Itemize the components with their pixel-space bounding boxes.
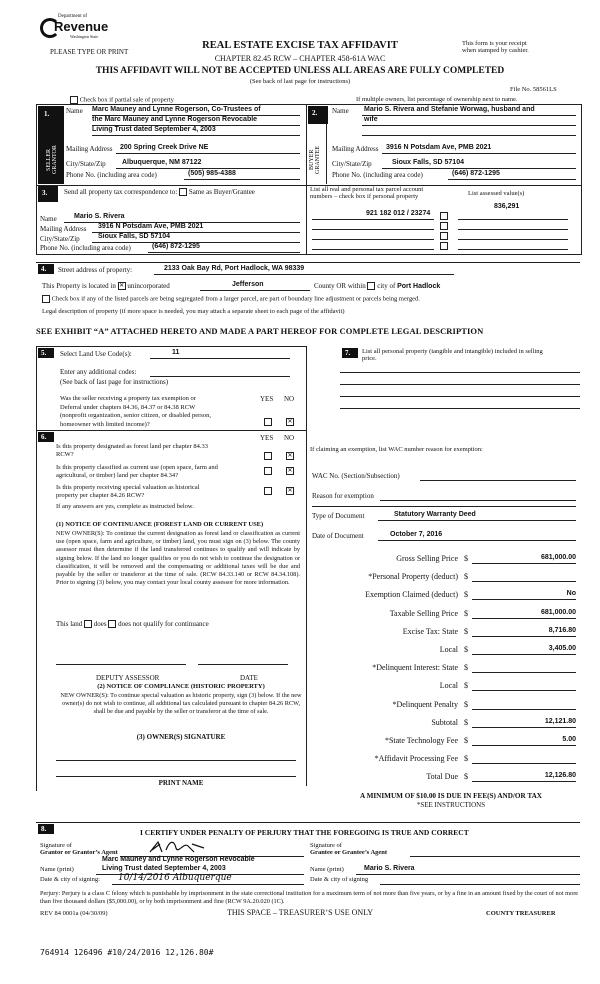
corr-city-state-zip[interactable]: Sioux Falls, SD 57104 <box>98 233 170 240</box>
exempt-q-line1: Was the seller receiving a property tax exemption or <box>60 395 196 402</box>
amount-label: *Delinquent Interest: State <box>372 663 458 673</box>
amount-underline <box>472 763 576 764</box>
grantee-print-name[interactable]: Mario S. Rivera <box>364 865 415 872</box>
property-location-row <box>42 282 170 290</box>
form-chapter: CHAPTER 82.45 RCW – CHAPTER 458-61A WAC <box>214 54 386 63</box>
buyer-name-line2[interactable]: wife <box>364 116 378 123</box>
forest-q-line1: Is this property designated as forest land per chapter 84.33 <box>56 443 208 450</box>
seller-phone-label: Phone No. (including area code) <box>66 171 157 179</box>
county-treasurer-label: COUNTY TREASURER <box>486 910 556 917</box>
city-of-label: city of <box>377 282 396 290</box>
notice-compliance-title: (2) NOTICE OF COMPLIANCE (HISTORIC PROPERTY) <box>97 683 265 690</box>
corr-label: Send all property tax correspondence to: <box>64 188 178 196</box>
buyer-name-label: Name <box>332 107 349 115</box>
historic-yes-checkbox[interactable] <box>264 487 272 495</box>
amount-underline <box>472 618 576 619</box>
city-checkbox[interactable] <box>367 282 375 290</box>
buyer-csz-label: City/State/Zip <box>332 160 372 168</box>
deputy-assessor-label: DEPUTY ASSESSOR <box>96 674 160 682</box>
sec6-number: 6. <box>41 433 47 441</box>
forest-q-line2: RCW? <box>56 451 74 458</box>
document-date[interactable]: October 7, 2016 <box>390 531 443 538</box>
current-use-yes-checkbox[interactable] <box>264 467 272 475</box>
partial-sale-checkbox[interactable] <box>70 96 78 104</box>
see-back-instructions: (See back of last page for instructions) <box>249 78 351 85</box>
currency-symbol: $ <box>464 754 468 764</box>
property-city[interactable]: Port Hadlock <box>397 283 441 290</box>
accounts-label-line1: List all real and personal tax parcel account <box>310 186 424 193</box>
historic-no-checkbox[interactable]: ✕ <box>287 488 293 494</box>
accounts-label <box>310 186 423 200</box>
receipt-note-line1: This form is your receipt <box>462 40 527 47</box>
same-as-buyer-label: Same as Buyer/Grantee <box>188 188 255 196</box>
grantee-signature-label <box>310 842 387 856</box>
grantee-sig-label-line2: Grantee or Grantee’s Agent <box>310 849 388 856</box>
grantor-name-print-label: Name (print) <box>40 866 74 873</box>
file-number: File No. 58561LS <box>510 86 557 93</box>
forest-no-checkbox[interactable]: ✕ <box>287 453 293 459</box>
exempt-q-line2: Deferral under chapters 84.36, 84.37 or 84.38 RCW <box>60 403 196 411</box>
currency-symbol: $ <box>464 699 468 709</box>
currency-symbol: $ <box>464 663 468 673</box>
amount-value[interactable]: 12,121.80 <box>544 717 576 725</box>
current-use-q-line2: agricultural, or timber) land per chapter 84.34? <box>56 472 179 479</box>
historic-q-line1: Is this property receiving special valuation as historical <box>56 484 200 491</box>
seller-name-label: Name <box>66 107 83 115</box>
partial-sale-label: Check box if partial sale of property <box>79 96 174 104</box>
wac-claim-label: If claiming an exemption, list WAC number reason for exemption: <box>310 446 483 453</box>
personal-property-checkbox-1[interactable] <box>440 212 448 220</box>
buyer-num-block <box>308 106 328 124</box>
see-instructions-note: *SEE INSTRUCTIONS <box>416 801 486 809</box>
amount-underline <box>472 781 576 782</box>
corr-num-block <box>38 186 58 202</box>
amount-value[interactable]: 8,716.80 <box>548 626 576 634</box>
print-name-label: PRINT NAME <box>158 779 204 787</box>
historic-question <box>56 484 200 500</box>
forest-land-question <box>56 443 208 459</box>
currency-symbol: $ <box>464 645 468 654</box>
grantee-name-print-label: Name (print) <box>310 866 344 873</box>
grantor-print-name-line2[interactable]: Living Trust dated September 4, 2003 <box>102 865 226 872</box>
sec5-no-header: NO <box>284 395 295 403</box>
amount-label: *Personal Property (deduct) <box>368 572 458 582</box>
forest-yes-checkbox[interactable] <box>264 452 272 460</box>
unincorporated-label: unincorporated <box>127 282 170 290</box>
amount-underline <box>472 563 576 564</box>
seller-name-line3[interactable]: Living Trust dated September 4, 2003 <box>92 126 216 133</box>
located-in-label: This Property is located in <box>42 282 116 290</box>
receipt-note-line2: when stamped by cashier. <box>462 47 529 54</box>
amount-underline <box>472 690 576 691</box>
wac-number-label: WAC No. (Section/Subsection) <box>312 472 400 480</box>
amount-label: Taxable Selling Price <box>389 608 458 618</box>
amount-value[interactable]: 5.00 <box>562 736 576 743</box>
amount-label: Excise Tax: State <box>402 626 458 636</box>
street-address-label: Street address of property: <box>58 266 133 274</box>
amount-underline <box>472 745 576 746</box>
corr-name-label: Name <box>40 215 57 223</box>
corr-section-number: 3. <box>42 189 48 197</box>
buyer-name-line1[interactable]: Mario S. Rivera and Stefanie Worwag, husband and <box>364 106 535 113</box>
segregated-row <box>42 295 420 303</box>
segregated-checkbox[interactable] <box>42 295 50 303</box>
minimum-due-notice: A MINIMUM OF $10.00 IS DUE IN FEE(S) AND/OR TAX <box>360 792 542 800</box>
grantor-date-city-label: Date & city of signing: <box>40 876 100 883</box>
amount-label: Gross Selling Price <box>396 554 458 563</box>
amount-label: *Affidavit Processing Fee <box>374 754 458 764</box>
seller-side-label: SELLER GRANTOR <box>46 140 58 180</box>
personal-property-checkbox-4[interactable] <box>440 242 448 250</box>
sec5-yes-header: YES <box>260 395 274 403</box>
amount-label: Exemption Claimed (deduct) <box>365 590 458 600</box>
personal-property-label <box>362 348 543 362</box>
buyer-phone[interactable]: (646) 872-1295 <box>452 170 500 177</box>
personal-property-checkbox-3[interactable] <box>440 232 448 240</box>
amount-label: Subtotal <box>431 717 458 727</box>
amount-label: Local <box>439 645 458 654</box>
amount-underline <box>472 672 576 673</box>
land-use-label: Select Land Use Code(s): <box>60 350 132 358</box>
seller-section-number: 1. <box>44 110 50 118</box>
land-use-code[interactable]: 11 <box>172 349 180 356</box>
exemption-question <box>60 395 211 429</box>
partial-sale-row <box>70 96 174 104</box>
treasurer-space-label: THIS SPACE – TREASURER’S USE ONLY <box>226 908 374 917</box>
amount-label: *State Technology Fee <box>384 736 458 745</box>
sec6-yes-header: YES <box>260 434 274 442</box>
exemption-reason-label: Reason for exemption <box>312 492 374 500</box>
amount-label: Local <box>439 681 458 691</box>
corr-phone-label: Phone No. (including area code) <box>40 244 131 252</box>
logo-state-text: Washington State <box>70 34 99 39</box>
accounts-label-line2: numbers – check box if personal property <box>310 193 419 200</box>
city-row <box>314 282 440 290</box>
form-warning: THIS AFFIDAVIT WILL NOT BE ACCEPTED UNLESS ALL AREAS ARE FULLY COMPLETED <box>95 66 505 76</box>
currency-symbol: $ <box>464 554 468 563</box>
document-date-label: Date of Document <box>312 532 364 540</box>
property-section-number: 4. <box>41 265 47 273</box>
buyer-city-state-zip[interactable]: Sioux Falls, SD 57104 <box>392 159 464 166</box>
treasurer-stamp: 764914 126496 #10/24/2016 12,126.80# <box>40 948 214 957</box>
current-use-no-checkbox[interactable]: ✕ <box>287 468 293 474</box>
grantee-sig-label-line1: Signature of <box>310 842 342 849</box>
currency-symbol: $ <box>464 681 468 691</box>
grantee-date-city-label: Date & city of signing <box>310 876 369 883</box>
amount-value[interactable]: 3,405.00 <box>548 645 576 652</box>
current-use-q-line1: Is this property classified as current use (open space, farm and <box>56 464 218 471</box>
county-or-label: County OR within <box>314 282 366 290</box>
multiple-owners-note: If multiple owners, list percentage of ownership next to name. <box>356 96 518 103</box>
sec7-number: 7. <box>345 349 351 357</box>
amount-underline <box>472 727 576 728</box>
amount-underline <box>472 581 576 582</box>
does-not-label: does not qualify for continuance <box>118 620 209 628</box>
seller-csz-label: City/State/Zip <box>66 160 106 168</box>
currency-symbol: $ <box>464 572 468 582</box>
assessed-label: List assessed value(s) <box>468 190 525 197</box>
notice-continuance-text: NEW OWNER(S): To continue the current designation as forest land or classification as current use (open space, farm and agriculture, or timber) land, you must sign on (3) below. The county assessor must then determine if the land transferred continues to qualify and will indicate by signing below. If the land no longer qualifies or you do not wish to continue the designation or classification, it will be removed and the compensating or additional taxes will be due and payable by the seller or transferor at the time of sale. (RCW 84.33.140 or RCW 84.34.108). Prior to signing (3) below, you may contact your local county assessor for more information. <box>56 530 300 587</box>
does-label: does <box>93 620 107 628</box>
property-street-address[interactable]: 2133 Oak Bay Rd, Port Hadlock, WA 98339 <box>164 265 305 272</box>
buyer-phone-label: Phone No. (including area code) <box>332 171 423 179</box>
grantor-date-city[interactable]: 10/14/2016 Albuquerque <box>118 873 232 883</box>
document-type[interactable]: Statutory Warranty Deed <box>394 511 476 518</box>
amount-underline <box>472 654 576 655</box>
amount-label: Total Due <box>426 772 458 782</box>
sec6-no-header: NO <box>284 434 295 442</box>
does-qualify-checkbox[interactable] <box>84 620 92 628</box>
amount-label: *Delinquent Penalty <box>392 699 458 709</box>
owner-signature-label: (3) OWNER(S) SIGNATURE <box>136 733 226 741</box>
amount-value[interactable]: No <box>566 590 576 598</box>
sec5-see-back: (See back of last page for instructions) <box>60 378 169 386</box>
additional-codes-label: Enter any additional codes: <box>60 368 137 376</box>
seller-name-line1[interactable]: Marc Mauney and Lynne Rogerson, Co-Trustees of <box>92 106 261 113</box>
seller-mailing-address[interactable]: 200 Spring Creek Drive NE <box>120 144 209 151</box>
currency-symbol: $ <box>464 608 468 618</box>
corr-phone[interactable]: (646) 872-1295 <box>152 243 200 250</box>
assessor-date-label: DATE <box>240 674 258 682</box>
segregated-label: Check box if any of the listed parcels are being segregated from a larger parcel, are part of boundary line adjustment or parcels being merged. <box>51 295 420 303</box>
assessed-value[interactable]: 836,291 <box>494 203 520 210</box>
amount-underline <box>472 636 576 637</box>
logo-dept-text: Department of <box>58 14 88 19</box>
does-not-qualify-checkbox[interactable] <box>108 620 116 628</box>
corr-mailing-label: Mailing Address <box>40 225 87 233</box>
certification-statement: I CERTIFY UNDER PENALTY OF PERJURY THAT THE FOREGOING IS TRUE AND CORRECT <box>140 828 469 837</box>
personal-property-checkbox-2[interactable] <box>440 222 448 230</box>
seller-name-line2[interactable]: the Marc Mauney and Lynne Rogerson Revocable <box>92 116 258 123</box>
form-revision: REV 84 0001a (04/30/09) <box>40 910 108 917</box>
grantor-sig-label-line1: Signature of <box>40 842 72 849</box>
buyer-mailing-address[interactable]: 3916 N Potsdam Ave, PMB 2021 <box>386 144 492 151</box>
amount-underline <box>472 709 576 710</box>
receipt-note <box>462 40 529 54</box>
perjury-statement: Perjury: Perjury is a class C felony which is punishable by imprisonment in the state correctional institution for a maximum term of not more than five years, or by a fine in an amount fixed by the court of not more than five thousand dollars ($5,000.00), or by both imprisonment and fine (RCW 9A.20.020 (1C). <box>40 890 579 905</box>
if-yes-instruction: If any answers are yes, complete as instructed below. <box>56 503 194 510</box>
document-type-label: Type of Document <box>312 512 365 520</box>
this-land-label: This land <box>56 620 83 628</box>
grantor-sig-label-line2: Grantor or Grantor’s Agent <box>40 849 118 856</box>
exempt-yes-checkbox[interactable] <box>264 418 272 426</box>
sec5-number: 5. <box>41 349 47 357</box>
exempt-q-line3: (nonprofit organization, senior citizen, or disabled person, <box>60 412 211 419</box>
notice-continuance-title: (1) NOTICE OF CONTINUANCE (FOREST LAND OR CURRENT USE) <box>56 521 264 528</box>
currency-symbol: $ <box>464 717 468 727</box>
qualify-row <box>56 620 209 628</box>
signature-scribble-icon <box>148 838 208 856</box>
type-or-print: PLEASE TYPE OR PRINT <box>50 48 129 56</box>
form-title: REAL ESTATE EXCISE TAX AFFIDAVIT <box>202 40 398 51</box>
buyer-section-number: 2. <box>312 109 318 117</box>
sec8-number: 8. <box>41 825 47 833</box>
unincorporated-checkbox[interactable]: ✕ <box>119 283 125 290</box>
corr-csz-label: City/State/Zip <box>40 235 80 243</box>
currency-symbol: $ <box>464 626 468 636</box>
corr-name[interactable]: Mario S. Rivera <box>74 213 125 220</box>
amount-underline <box>472 599 576 600</box>
amount-value[interactable]: 681,000.00 <box>540 608 576 616</box>
exhibit-a-notice: SEE EXHIBIT “A” ATTACHED HERETO AND MADE A PART HEREOF FOR COMPLETE LEGAL DESCRIPTION <box>36 326 484 336</box>
seller-mailing-label: Mailing Address <box>66 145 113 153</box>
exempt-q-line4: homeowner with limited income)? <box>60 420 150 428</box>
exempt-no-checkbox[interactable]: ✕ <box>287 419 293 425</box>
property-county[interactable]: Jefferson <box>232 281 264 288</box>
legal-description-label: Legal description of property (if more space is needed, you may attach a separate sheet to each page of the affidavit) <box>42 308 345 315</box>
parcel-number[interactable]: 921 182 012 / 23274 <box>366 210 431 217</box>
amount-value[interactable]: 12,126.80 <box>544 772 576 780</box>
currency-symbol: $ <box>464 772 468 782</box>
buyer-side-label: BUYER GRANTEE <box>309 146 321 174</box>
personal-property-label-line1: List all personal property (tangible and intangible) included in selling <box>362 348 543 355</box>
corr-mailing-address[interactable]: 3916 N Potsdam Ave, PMB 2021 <box>98 223 204 230</box>
amount-value[interactable]: 681,000.00 <box>540 554 576 561</box>
grantor-signature-scribble[interactable] <box>148 838 208 856</box>
same-as-buyer-checkbox[interactable] <box>179 188 187 196</box>
personal-property-label-line2: price. <box>362 355 377 362</box>
seller-city-state-zip[interactable]: Albuquerque, NM 87122 <box>122 159 202 166</box>
corr-label-row <box>64 188 255 196</box>
current-use-question <box>56 464 218 480</box>
notice-compliance-text: NEW OWNER(S): To continue special valuation as historic property, sign (3) below. If the new owner(s) do not wish to continue, all additional tax calculated pursuant to chapter 84.26 RCW, shall be due and payable by the seller or transferor at the time of sale. <box>60 692 302 716</box>
seller-phone[interactable]: (505) 985-4388 <box>188 170 236 177</box>
historic-q-line2: property per chapter 84.26 RCW? <box>56 492 145 499</box>
grantor-print-name-line1[interactable]: Marc Mauney and Lynne Rogerson Revocable <box>102 856 255 863</box>
currency-symbol: $ <box>464 736 468 745</box>
currency-symbol: $ <box>464 590 468 600</box>
logo-brand-text: Revenue <box>54 19 109 34</box>
grantor-signature-label <box>40 842 118 856</box>
buyer-mailing-label: Mailing Address <box>332 145 379 153</box>
